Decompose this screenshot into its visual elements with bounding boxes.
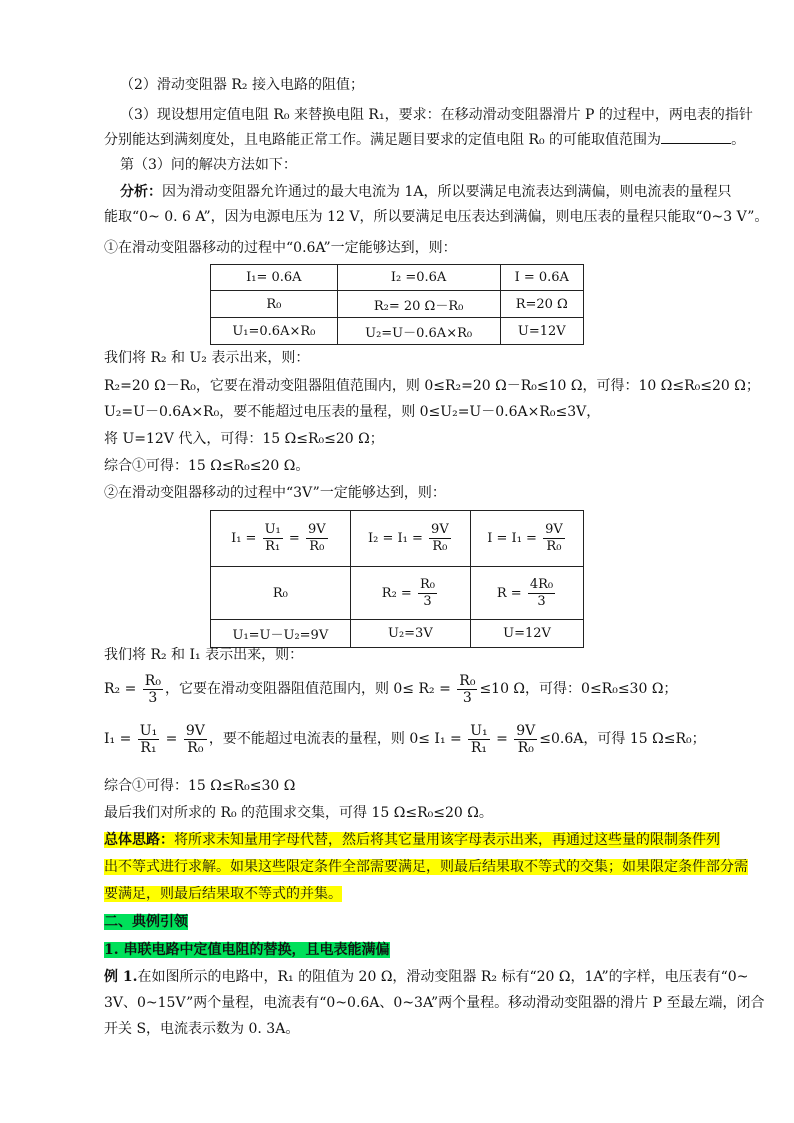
express-1: 我们将 R₂ 和 U₂ 表示出来，则：: [104, 350, 310, 366]
numerator: U₁: [139, 722, 158, 739]
fraction: [138, 723, 159, 756]
denominator: 3: [537, 593, 546, 609]
denominator: R₁: [470, 739, 487, 756]
i1-condition: ，要不能超过电流表的量程，则 0≤ I₁ =: [208, 731, 462, 747]
r2-fraction-line: [104, 672, 677, 706]
denominator: R₁: [140, 739, 157, 756]
r2-condition: ，它要在滑动变阻器阻值范围内，则 0≤ R₂ =: [164, 681, 451, 697]
example-text-a: 在如图所示的电路中，R₁ 的阻值为 20 Ω，滑动变阻器 R₂ 标有“20 Ω，1A”的字样，电压表有“0~: [137, 969, 749, 985]
case-2-heading: ②在滑动变阻器移动的过程中“3V”一定能够达到，则：: [104, 485, 446, 501]
i1-result: ≤0.6A，可得 15 Ω≤R₀；: [539, 731, 706, 747]
denominator: R₀: [309, 539, 325, 554]
table-case-2: [210, 510, 584, 648]
answer-blank: [661, 129, 731, 144]
subsection-heading-1: [104, 940, 390, 960]
r2-range-line: R₂=20 Ω－R₀，它要在滑动变阻器阻值范围内，则 0≤R₂=20 Ω－R₀≤10 Ω，可得：10 Ω≤R₀≤20 Ω；: [104, 378, 760, 394]
section-2-title: 二、典例引领: [104, 914, 188, 930]
section-heading-2: [104, 912, 188, 932]
table2-cell: U₁=U－U₂=9V: [211, 620, 351, 648]
numerator: 9V: [431, 522, 449, 537]
r2-symbol: R₂ =: [104, 681, 137, 697]
fraction: [263, 522, 283, 555]
subsection-1-title: 1. 串联电路中定值电阻的替换，且电表能满偏: [104, 942, 390, 958]
table2-cell: U=12V: [471, 620, 584, 648]
combine-2: 综合①可得：15 Ω≤R₀≤30 Ω: [104, 778, 296, 794]
t2-i1: I₁ =: [231, 531, 257, 546]
overall-idea-line3: [104, 884, 342, 904]
table2-cell: [350, 567, 470, 620]
overall-idea-text-c: 要满足，则最后结果取不等式的并集。: [104, 886, 342, 902]
t2-i2: I₂ = I₁ =: [368, 531, 423, 546]
final-intersection: 最后我们对所求的 R₀ 的范围求交集，可得 15 Ω≤R₀≤20 Ω。: [104, 805, 493, 821]
overall-idea-line2: [104, 857, 748, 877]
table1-cell: I₂ =0.6A: [337, 265, 500, 291]
overall-idea-text-b: 出不等式进行求解。如果这些限定条件全部需要满足，则最后结果取不等式的交集；如果限定条件部分需: [104, 859, 748, 875]
fraction: [514, 723, 537, 756]
equals: =: [288, 531, 300, 546]
denominator: R₀: [432, 539, 448, 554]
question-3-end: 。: [731, 132, 746, 148]
denominator: R₀: [546, 539, 562, 554]
t2-i: I = I₁ =: [487, 531, 537, 546]
analysis-line1: [120, 182, 731, 202]
equals: =: [165, 731, 178, 747]
fraction: [418, 577, 437, 610]
denominator: 3: [462, 689, 472, 706]
substitute-line: 将 U=12V 代入，可得：15 Ω≤R₀≤20 Ω；: [104, 431, 384, 447]
analysis-label: 分析：: [120, 184, 162, 200]
combine-1: 综合①可得：15 Ω≤R₀≤20 Ω。: [104, 458, 310, 474]
numerator: U₁: [264, 522, 281, 537]
fraction: [143, 673, 163, 706]
overall-idea-label: 总体思路：: [104, 832, 174, 848]
table1-cell: I = 0.6A: [500, 265, 583, 291]
fraction: [468, 723, 489, 756]
question-3-line2: [104, 129, 745, 150]
table2-cell: [471, 511, 584, 567]
table1-cell: R=20 Ω: [500, 291, 583, 318]
table-case-1: [210, 264, 584, 345]
denominator: R₀: [187, 739, 204, 756]
i1-symbol: I₁ =: [104, 731, 132, 747]
example-label: 例 1.: [104, 969, 138, 985]
analysis-line2: 能取“0~ 0. 6 A”，因为电源电压为 12 V，所以要满足电压表达到满偏，则电压表的量程只能取“0~3 V”。: [104, 209, 769, 225]
method-intro: 第（3）问的解决方法如下：: [120, 157, 297, 173]
denominator: 3: [148, 689, 158, 706]
table1-cell: U₁=0.6A×R₀: [211, 318, 338, 345]
analysis-text-a: 因为滑动变阻器允许通过的最大电流为 1A，所以要满足电流表达到满偏，则电流表的量程只: [162, 184, 732, 200]
question-3-text: 分别能达到满刻度处，且电路能正常工作。满足题目要求的定值电阻 R₀ 的可能取值范围为: [104, 132, 662, 148]
question-2: （2）滑动变阻器 R₂ 接入电路的阻值；: [120, 77, 364, 93]
question-3-line1: （3）现设想用定值电阻 R₀ 来替换电阻 R₁，要求：在移动滑动变阻器滑片 P 的过程中，两电表的指针: [120, 107, 753, 123]
numerator: 9V: [516, 722, 536, 739]
fraction: [528, 577, 555, 610]
table2-cell: U₂=3V: [350, 620, 470, 648]
example-1-line1: [104, 967, 748, 987]
t2-r: R =: [496, 585, 522, 601]
r2-result: ≤10 Ω，可得：0≤R₀≤30 Ω；: [479, 681, 678, 697]
table1-cell: U₂=U－0.6A×R₀: [337, 318, 500, 345]
table1-cell: R₀: [211, 291, 338, 318]
fraction: [184, 723, 207, 756]
case-1-heading: ①在滑动变阻器移动的过程中“0.6A”一定能够达到，则：: [104, 240, 457, 256]
numerator: 9V: [185, 722, 205, 739]
table2-cell: [350, 511, 470, 567]
table1-cell: I₁= 0.6A: [211, 265, 338, 291]
table1-cell: U=12V: [500, 318, 583, 345]
overall-idea-line1: [104, 830, 720, 850]
numerator: R₀: [144, 672, 161, 689]
table1-cell: R₂= 20 Ω－R₀: [337, 291, 500, 318]
numerator: U₁: [470, 722, 488, 739]
i1-fraction-line: [104, 722, 706, 756]
table2-cell: [471, 567, 584, 620]
example-1-line2: 3V、0~15V”两个量程，电流表有“0~0.6A、0~3A”两个量程。移动滑动变阻器的滑片 P 至最左端，闭合: [104, 995, 765, 1011]
express-2: 我们将 R₂ 和 I₁ 表示出来，则：: [104, 647, 304, 663]
fraction: [429, 522, 451, 555]
numerator: 4R₀: [529, 576, 554, 592]
equals: =: [496, 731, 508, 747]
table2-cell: [211, 511, 351, 567]
numerator: R₀: [459, 672, 476, 689]
fraction: [306, 522, 328, 555]
denominator: R₁: [265, 539, 281, 554]
example-1-line3: 开关 S，电流表示数为 0. 3A。: [104, 1021, 300, 1037]
t2-r2: R₂ =: [381, 585, 412, 601]
u2-range-line: U₂=U－0.6A×R₀，要不能超过电压表的量程，则 0≤U₂=U－0.6A×R₀≤3V，: [104, 404, 601, 420]
numerator: 9V: [307, 522, 326, 537]
fraction: [543, 522, 565, 555]
denominator: R₀: [517, 739, 534, 756]
numerator: R₀: [419, 576, 435, 592]
fraction: [457, 673, 477, 706]
table2-cell: R₀: [211, 567, 351, 620]
overall-idea-text-a: 将所求未知量用字母代替，然后将其它量用该字母表示出来，再通过这些量的限制条件列: [174, 832, 720, 848]
denominator: 3: [423, 593, 432, 609]
numerator: 9V: [545, 522, 563, 537]
